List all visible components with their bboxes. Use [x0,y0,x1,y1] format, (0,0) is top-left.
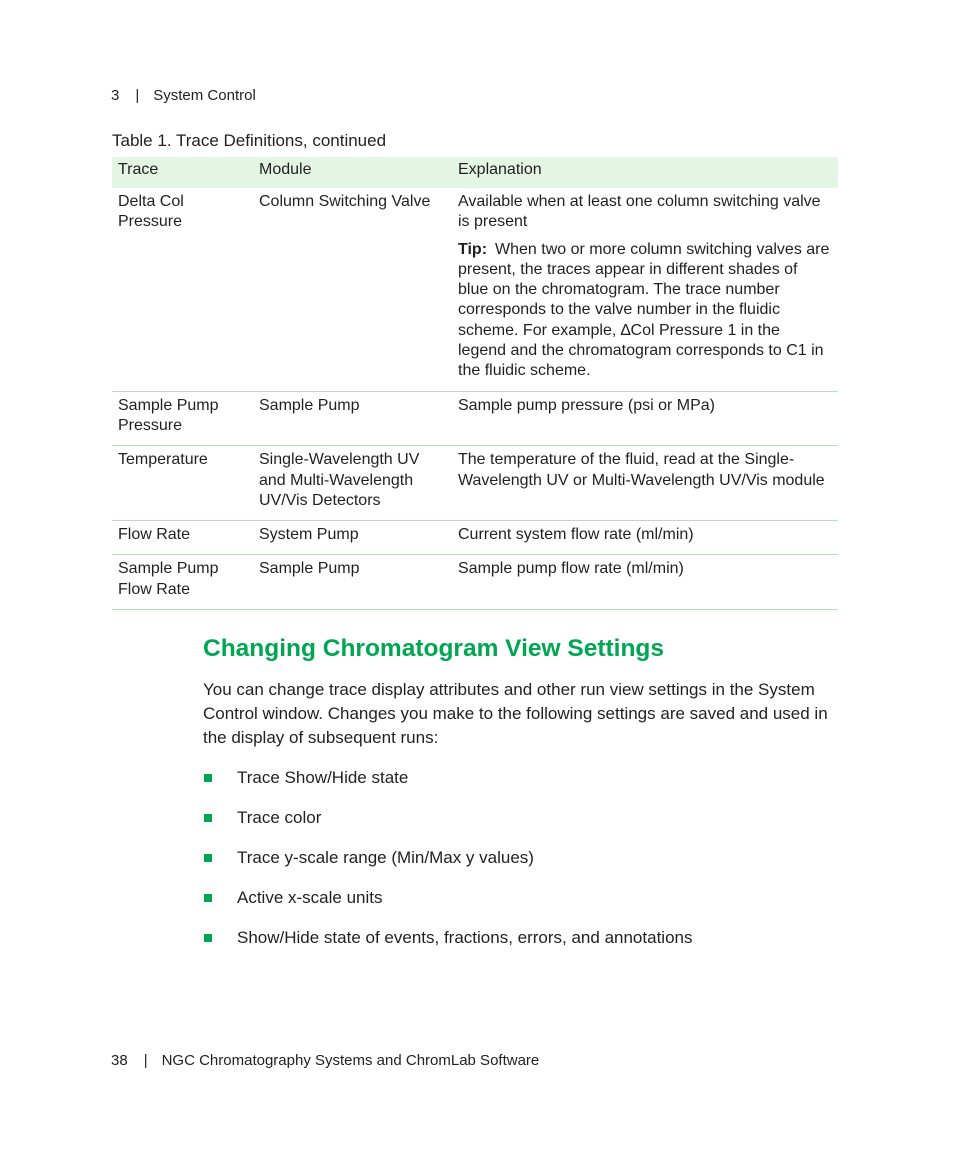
table-header-row [112,157,838,188]
explanation-text: Sample pump pressure (psi or MPa) [458,396,715,414]
header-chapter: System Control [153,87,256,104]
footer-separator: | [143,1052,148,1069]
trace-cell [112,188,253,391]
explanation-text: Current system flow rate (ml/min) [458,526,694,544]
trace-cell [112,555,253,610]
explanation-cell [452,391,838,446]
column-header-module: Module [253,157,452,188]
list-item [203,807,692,847]
tip-label: Tip: [458,240,488,258]
module-name: Column Switching Valve [259,193,431,210]
tip-text: When two or more column switching valves are present, the traces appear in different shades of blue on the chromatogram. The trace number corresponds to the valve number in the fluidic scheme. For example, ∆Col Pressure 1 in the legend and the chromatogram corresponds to C1 in the fluidic scheme. [458,240,830,380]
trace-cell [112,446,253,521]
module-cell [253,188,452,391]
header-separator: | [135,87,140,104]
list-item [203,767,692,807]
column-header-explanation: Explanation [452,157,838,188]
explanation-cell [452,521,838,555]
table-row [112,446,838,521]
table-row [112,188,838,391]
explanation-cell [452,555,838,610]
list-item-text: Show/Hide state of events, fractions, errors, and annotations [237,928,693,947]
square-bullet-icon [204,774,212,782]
square-bullet-icon [204,814,212,822]
list-item [203,927,692,967]
trace-definitions-table [112,157,838,610]
trace-name: Delta Col Pressure [118,193,184,231]
module-cell [253,391,452,446]
footer-book-title: NGC Chromatography Systems and ChromLab Software [161,1052,540,1069]
square-bullet-icon [204,894,212,902]
list-item-text: Active x-scale units [237,888,383,907]
module-name: Single-Wavelength UV and Multi-Wavelength UV/Vis Detectors [259,451,420,509]
module-name: Sample Pump [259,396,360,414]
footer-page-number: 38 [111,1052,128,1069]
explanation-text: The temperature of the fluid, read at the Single-Wavelength UV or Multi-Wavelength UV/Vis module [458,451,825,489]
module-cell [253,555,452,610]
module-cell [253,446,452,521]
trace-name: Sample Pump Flow Rate [118,560,219,598]
trace-name: Temperature [118,451,208,469]
trace-name: Sample Pump Pressure [118,396,219,434]
table-row [112,521,838,555]
trace-name: Flow Rate [118,526,191,544]
list-item-text: Trace Show/Hide state [237,768,409,787]
explanation-text: Sample pump flow rate (ml/min) [458,560,684,578]
table-row [112,391,838,446]
table-row [112,555,838,610]
module-name: System Pump [259,526,359,544]
column-header-trace: Trace [112,157,253,188]
square-bullet-icon [204,934,212,942]
table-caption: Table 1. Trace Definitions, continued [112,131,387,150]
section-title: Changing Chromatogram View Settings [203,635,665,662]
header-page-number: 3 [111,87,120,104]
running-header [111,87,256,105]
module-name: Sample Pump [259,560,360,578]
explanation-cell [452,188,838,391]
running-footer [111,1052,539,1070]
list-item [203,887,692,927]
square-bullet-icon [204,854,212,862]
trace-cell [112,391,253,446]
explanation-text: Available when at least one column switching valve is present [458,193,821,231]
tip-note [458,240,832,382]
list-item [203,847,692,887]
settings-list [203,767,692,967]
trace-cell [112,521,253,555]
module-cell [253,521,452,555]
explanation-cell [452,446,838,521]
intro-paragraph: You can change trace display attributes and other run view settings in the System Control window. Changes you make to the following settings are saved and used in the display of subsequent runs: [203,680,828,747]
list-item-text: Trace y-scale range (Min/Max y values) [237,848,534,867]
list-item-text: Trace color [237,808,322,827]
